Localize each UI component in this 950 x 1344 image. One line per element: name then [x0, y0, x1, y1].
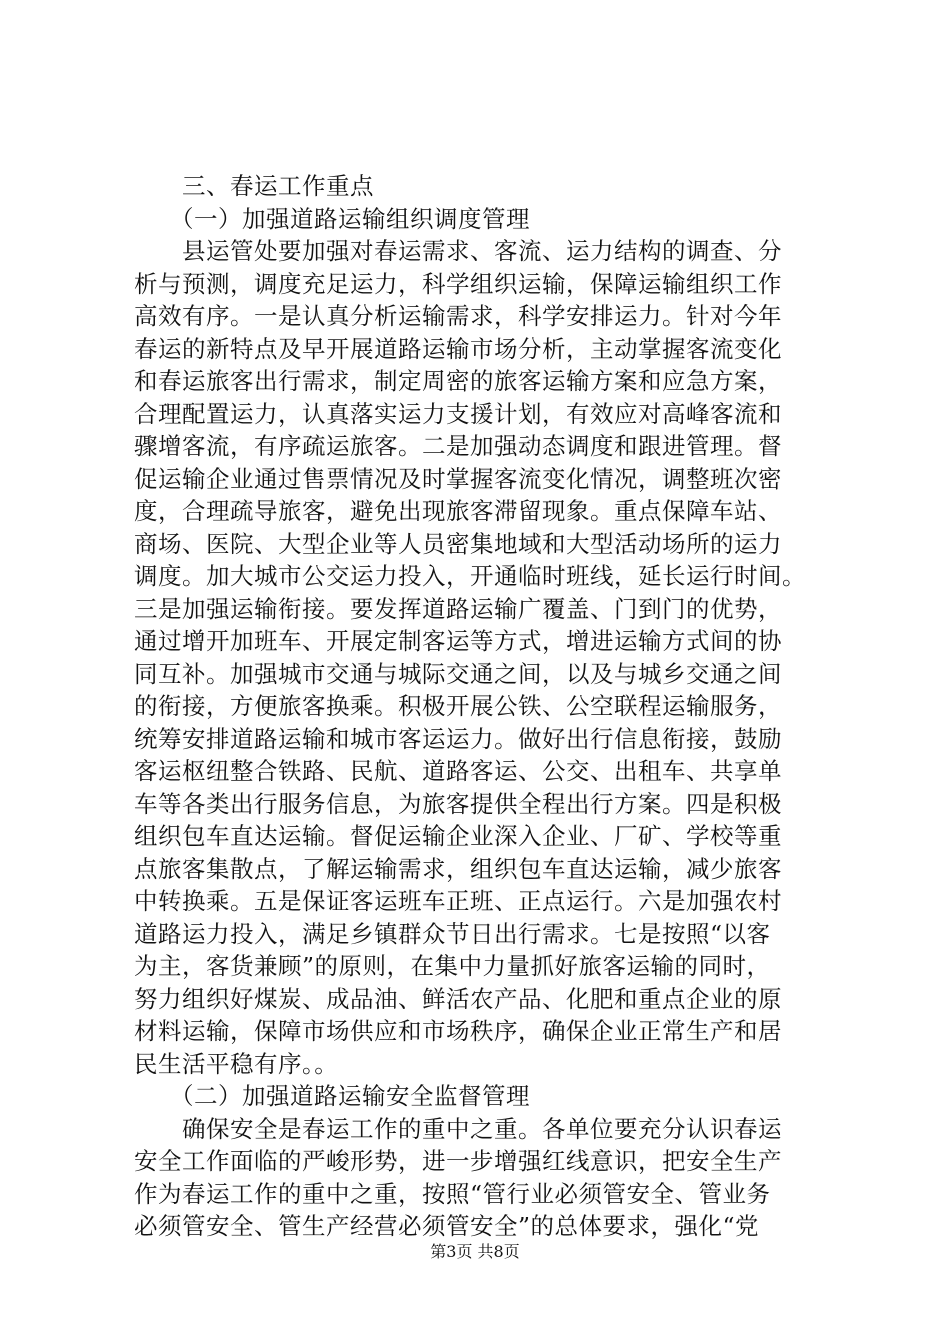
paragraph-line: 的衔接，方便旅客换乘。积极开展公铁、公空联程运输服务， [134, 692, 782, 720]
paragraph-line: 组织包车直达运输。督促运输企业深入企业、厂矿、学校等重 [134, 822, 782, 850]
paragraph-line: 和春运旅客出行需求，制定周密的旅客运输方案和应急方案， [134, 367, 782, 395]
page-number-footer: 第3页 共8页 [430, 1242, 520, 1261]
paragraph-line: 同互补。加强城市交通与城际交通之间，以及与城乡交通之间 [134, 659, 782, 688]
paragraph-line: 三是加强运输衔接。要发挥道路运输广覆盖、门到门的优势， [134, 594, 782, 623]
paragraph-line: 中转换乘。五是保证客运班车正班、正点运行。六是加强农村 [134, 887, 782, 915]
paragraph-line: 车等各类出行服务信息，为旅客提供全程出行方案。四是积极 [134, 789, 782, 818]
paragraph-line: 骤增客流，有序疏运旅客。二是加强动态调度和跟进管理。督 [134, 432, 782, 460]
paragraph-line: 民生活平稳有序。。 [134, 1049, 339, 1078]
paragraph-line: 高效有序。一是认真分析运输需求，科学安排运力。针对今年 [134, 302, 782, 330]
paragraph-line: 必须管安全、管生产经营必须管安全”的总体要求，强化“党 [134, 1212, 760, 1240]
subsection-heading-2: （二）加强道路运输安全监督管理 [170, 1082, 530, 1110]
paragraph-line: 作为春运工作的重中之重，按照“管行业必须管安全、管业务 [134, 1179, 771, 1208]
paragraph-line: 确保安全是春运工作的重中之重。各单位要充分认识春运 [182, 1114, 782, 1143]
paragraph-line: 调度。加大城市公交运力投入，开通临时班线，延长运行时间。 [134, 562, 806, 590]
paragraph-line: 安全工作面临的严峻形势，进一步增强红线意识，把安全生产 [134, 1147, 782, 1175]
paragraph-line: 度，合理疏导旅客，避免出现旅客滞留现象。重点保障车站、 [134, 497, 782, 525]
document-body [134, 170, 834, 1243]
paragraph-line: 材料运输，保障市场供应和市场秩序，确保企业正常生产和居 [134, 1017, 782, 1045]
subsection-heading-1: （一）加强道路运输组织调度管理 [170, 204, 530, 233]
paragraph-line: 春运的新特点及早开展道路运输市场分析，主动掌握客流变化 [134, 334, 782, 363]
paragraph-line: 统筹安排道路运输和城市客运运力。做好出行信息衔接，鼓励 [134, 724, 782, 753]
paragraph-line: 析与预测，调度充足运力，科学组织运输，保障运输组织工作 [134, 269, 782, 298]
paragraph-line: 点旅客集散点，了解运输需求，组织包车直达运输，减少旅客 [134, 854, 782, 883]
paragraph-line: 县运管处要加强对春运需求、客流、运力结构的调查、分 [182, 237, 782, 265]
paragraph-line: 促运输企业通过售票情况及时掌握客流变化情况，调整班次密 [134, 464, 782, 493]
section-heading: 三、春运工作重点 [182, 172, 374, 200]
paragraph-line: 道路运力投入，满足乡镇群众节日出行需求。七是按照“以客 [134, 919, 771, 948]
paragraph-line: 为主，客货兼顾”的原则，在集中力量抓好旅客运输的同时， [134, 952, 771, 980]
paragraph-line: 通过增开加班车、开展定制客运等方式，增进运输方式间的协 [134, 627, 782, 655]
paragraph-line: 合理配置运力，认真落实运力支援计划，有效应对高峰客流和 [134, 399, 782, 428]
paragraph-line: 努力组织好煤炭、成品油、鲜活农产品、化肥和重点企业的原 [134, 984, 782, 1013]
paragraph-line: 客运枢纽整合铁路、民航、道路客运、公交、出租车、共享单 [134, 757, 782, 785]
paragraph-line: 商场、医院、大型企业等人员密集地域和大型活动场所的运力 [134, 529, 782, 558]
